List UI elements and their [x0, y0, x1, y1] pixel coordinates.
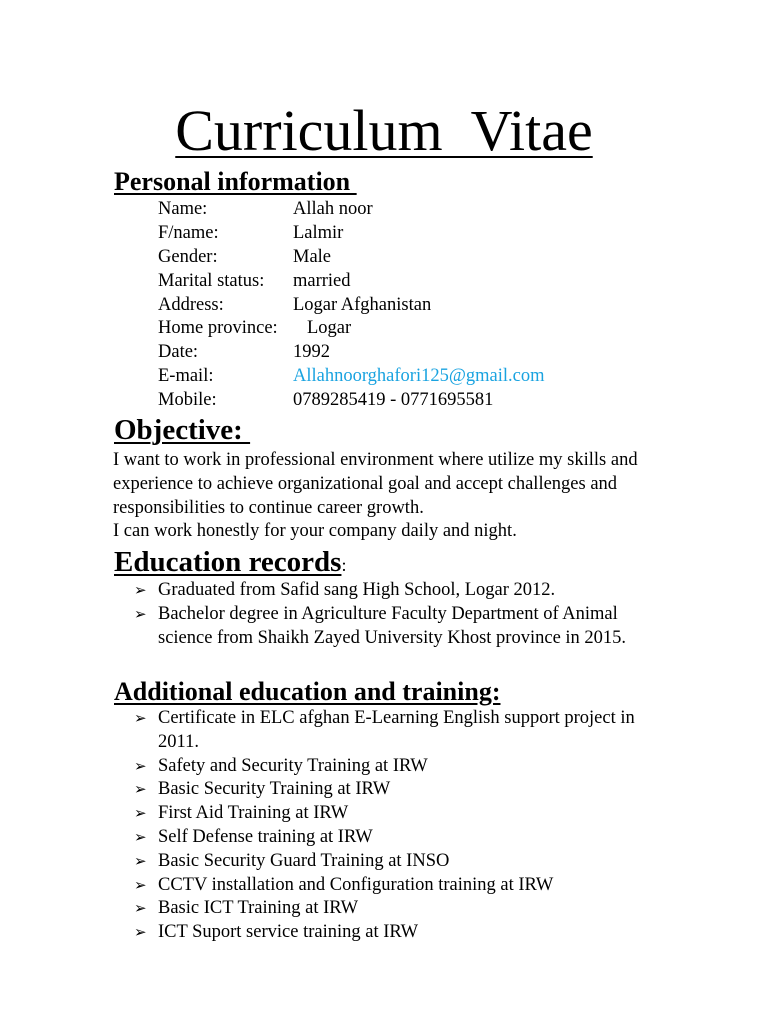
- list-item-text: Basic Security Guard Training at INSO: [158, 850, 450, 871]
- list-item-text: CCTV installation and Configuration training at IRW: [158, 874, 554, 895]
- arrow-bullet-icon: ➢: [134, 581, 147, 599]
- list-item: [134, 874, 663, 898]
- info-value: 0789285419 - 0771695581: [293, 390, 494, 411]
- arrow-bullet-icon: ➢: [134, 851, 147, 870]
- education-heading-colon: :: [341, 555, 347, 575]
- list-item-text: Basic ICT Training at IRW: [158, 898, 359, 919]
- list-item-text: Self Defense training at IRW: [158, 826, 373, 847]
- info-value: Logar: [307, 318, 352, 339]
- additional-training-list: [134, 707, 663, 945]
- objective-heading: Objective:: [114, 414, 251, 446]
- arrow-bullet-icon: ➢: [134, 899, 147, 918]
- list-item: [134, 897, 663, 921]
- education-list: [134, 579, 663, 650]
- list-item: [134, 826, 663, 850]
- list-item-text: Graduated from Safid sang High School, Logar 2012.: [158, 580, 556, 600]
- info-label: Mobile:: [158, 390, 217, 411]
- info-label: E-mail:: [158, 366, 214, 387]
- list-item-text: Bachelor degree in Agriculture Faculty Department of Animal science from Shaikh Zayed University Khost province in 2015.: [158, 603, 627, 648]
- list-item: [134, 850, 663, 874]
- list-item: [134, 755, 663, 779]
- arrow-bullet-icon: ➢: [134, 875, 147, 894]
- list-item-text: Safety and Security Training at IRW: [158, 755, 428, 776]
- info-value: Logar Afghanistan: [293, 294, 432, 315]
- list-item-text: Certificate in ELC afghan E-Learning English support project in 2011.: [158, 708, 635, 752]
- arrow-bullet-icon: ➢: [134, 780, 147, 799]
- info-label: Address:: [158, 294, 224, 315]
- objective-text: I want to work in professional environment where utilize my skills and experience to achieve organizational goal and accept challenges and responsibilities to continue career growth. I can work honestly for your company daily and night.: [113, 450, 638, 542]
- info-value: Lalmir: [293, 222, 344, 243]
- arrow-bullet-icon: ➢: [134, 709, 147, 727]
- arrow-bullet-icon: ➢: [134, 804, 147, 823]
- info-label: Gender:: [158, 246, 218, 267]
- email-link[interactable]: Allahnoorghafori125@gmail.com: [293, 366, 545, 387]
- info-value: married: [293, 270, 351, 291]
- education-records-heading: [114, 544, 346, 583]
- list-item: [134, 603, 663, 651]
- info-value: Male: [293, 246, 332, 267]
- arrow-bullet-icon: ➢: [134, 756, 147, 775]
- info-value: Allah noor: [293, 199, 373, 219]
- document-title: Curriculum Vitae: [175, 98, 593, 163]
- info-label: Home province:: [158, 318, 278, 339]
- arrow-bullet-icon: ➢: [134, 923, 147, 942]
- list-item: [134, 707, 663, 755]
- list-item: [134, 802, 663, 826]
- list-item: [134, 921, 663, 945]
- info-label: Date:: [158, 342, 199, 363]
- info-label: F/name:: [158, 222, 219, 243]
- arrow-bullet-icon: ➢: [134, 604, 147, 623]
- info-label: Name:: [158, 199, 208, 219]
- list-item-text: ICT Suport service training at IRW: [158, 922, 419, 943]
- personal-information-heading: Personal information: [114, 167, 357, 196]
- education-heading-text: Education records: [114, 546, 342, 578]
- arrow-bullet-icon: ➢: [134, 827, 147, 846]
- additional-education-heading: Additional education and training:: [114, 677, 501, 706]
- list-item: [134, 778, 663, 802]
- info-value: 1992: [293, 342, 330, 363]
- info-label: Marital status:: [158, 270, 265, 291]
- list-item-text: First Aid Training at IRW: [158, 803, 349, 824]
- list-item-text: Basic Security Training at IRW: [158, 779, 391, 800]
- list-item: [134, 579, 663, 603]
